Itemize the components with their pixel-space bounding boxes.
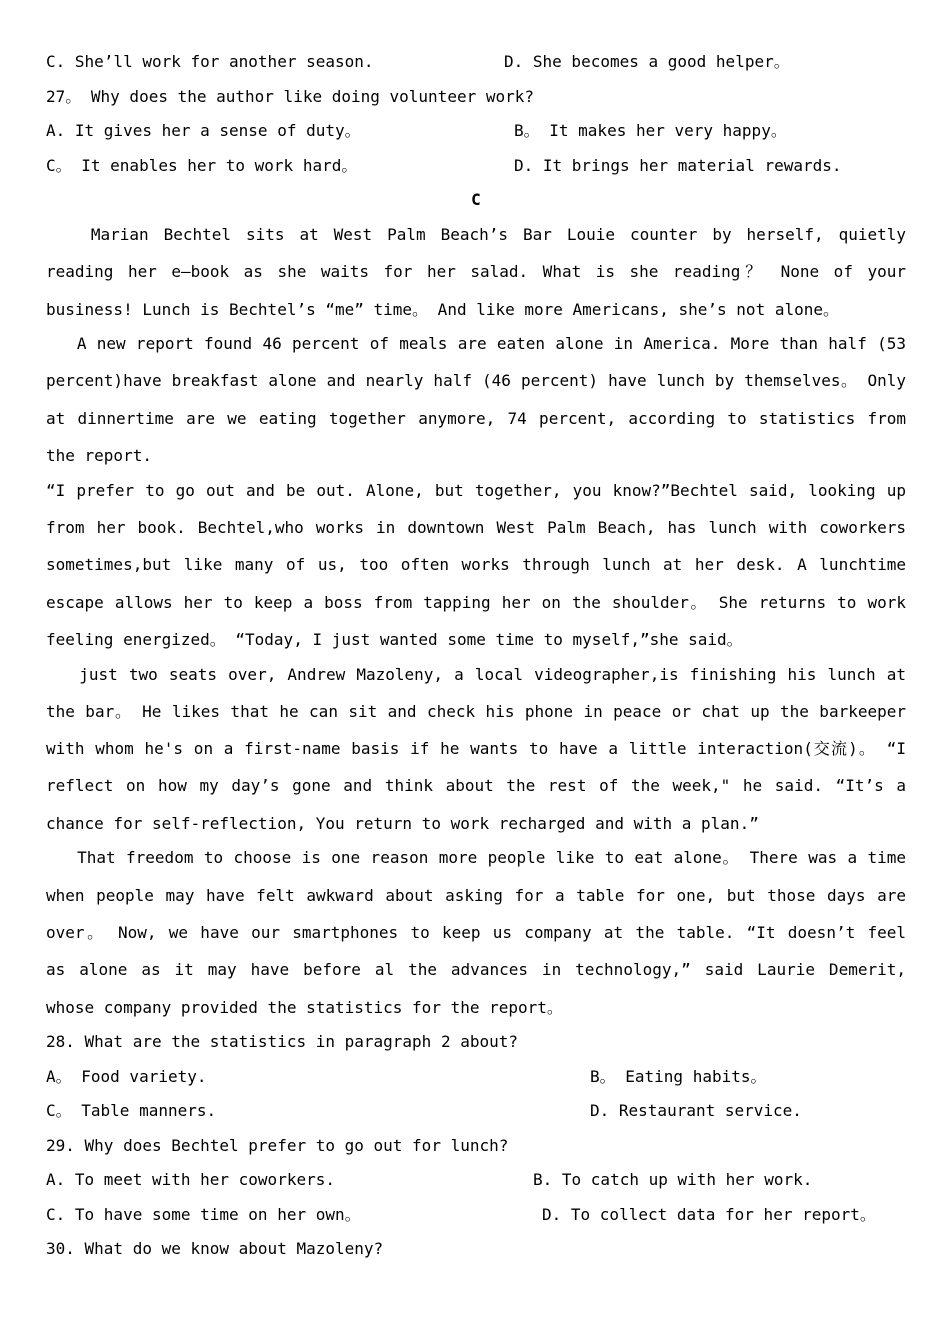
- q26-option-d: D. She becomes a good helper。: [504, 52, 790, 71]
- passage-line: the bar。 He likes that he can sit and check his phone in peace or chat up the barkeeper: [46, 702, 906, 721]
- passage-line: whose company provided the statistics for the report。: [46, 998, 563, 1017]
- q28-option-c: C。 Table manners.: [46, 1101, 217, 1120]
- q27-option-d: D. It brings her material rewards.: [514, 156, 842, 175]
- q29-option-c: C. To have some time on her own。: [46, 1205, 361, 1224]
- passage-line: business! Lunch is Bechtel’s “me” time。 And like more Americans, she’s not alone。: [46, 300, 839, 319]
- q28-option-d: D. Restaurant service.: [590, 1101, 802, 1120]
- q28-option-a: A。 Food variety.: [46, 1067, 207, 1086]
- passage-line: when people may have felt awkward about asking for a table for one, but those days are: [46, 886, 906, 905]
- q26-option-c: C. She’ll work for another season.: [46, 52, 374, 71]
- q29-option-d: D. To collect data for her report。: [542, 1205, 876, 1224]
- q27-option-b: B。 It makes her very happy。: [514, 121, 787, 140]
- passage-line: “I prefer to go out and be out. Alone, but together, you know?”Bechtel said, looking up: [46, 481, 906, 500]
- section-heading: C: [471, 190, 481, 209]
- passage-line: chance for self-reflection, You return to work recharged and with a plan.”: [46, 814, 759, 833]
- q28-option-b: B。 Eating habits。: [590, 1067, 767, 1086]
- q28-question: 28. What are the statistics in paragraph 2 about?: [46, 1032, 519, 1051]
- q29-question: 29. Why does Bechtel prefer to go out for lunch?: [46, 1136, 509, 1155]
- passage-line: reading her e—book as she waits for her salad. What is she reading？ None of your: [46, 262, 906, 281]
- passage-line: the report.: [46, 446, 152, 465]
- passage-line: just two seats over, Andrew Mazoleny, a local videographer,is finishing his lunch at: [46, 665, 906, 684]
- q27-option-c: C。 It enables her to work hard。: [46, 156, 358, 175]
- q27-option-a: A. It gives her a sense of duty。: [46, 121, 361, 140]
- passage-line: feeling energized。 “Today, I just wanted some time to myself,”she said。: [46, 630, 743, 649]
- passage-line: with whom he's on a first-name basis if he wants to have a little interaction(交流)。 “I: [46, 739, 906, 758]
- q30-question: 30. What do we know about Mazoleny?: [46, 1239, 384, 1258]
- q29-option-b: B. To catch up with her work.: [533, 1170, 813, 1189]
- passage-line: Marian Bechtel sits at West Palm Beach’s Bar Louie counter by herself, quietly: [46, 225, 906, 244]
- passage-line: percent)have breakfast alone and nearly half (46 percent) have lunch by themselves。 Only: [46, 371, 906, 390]
- passage-line: over。 Now, we have our smartphones to keep us company at the table. “It doesn’t feel: [46, 923, 906, 942]
- q27-question: 27。 Why does the author like doing volunteer work?: [46, 87, 535, 106]
- passage-line: A new report found 46 percent of meals are eaten alone in America. More than half (53: [46, 334, 906, 353]
- passage-line: escape allows her to keep a boss from tapping her on the shoulder。 She returns to work: [46, 593, 906, 612]
- passage-line: sometimes,but like many of us, too often works through lunch at her desk. A lunchtime: [46, 555, 906, 574]
- passage-line: as alone as it may have before al the advances in technology,” said Laurie Demerit,: [46, 960, 906, 979]
- passage-line: That freedom to choose is one reason more people like to eat alone。 There was a time: [46, 848, 906, 867]
- passage-line: reflect on how my day’s gone and think about the rest of the week," he said. “It’s a: [46, 776, 906, 795]
- q29-option-a: A. To meet with her coworkers.: [46, 1170, 335, 1189]
- passage-line: at dinnertime are we eating together anymore, 74 percent, according to statistics from: [46, 409, 906, 428]
- passage-line: from her book. Bechtel,who works in downtown West Palm Beach, has lunch with coworkers: [46, 518, 906, 537]
